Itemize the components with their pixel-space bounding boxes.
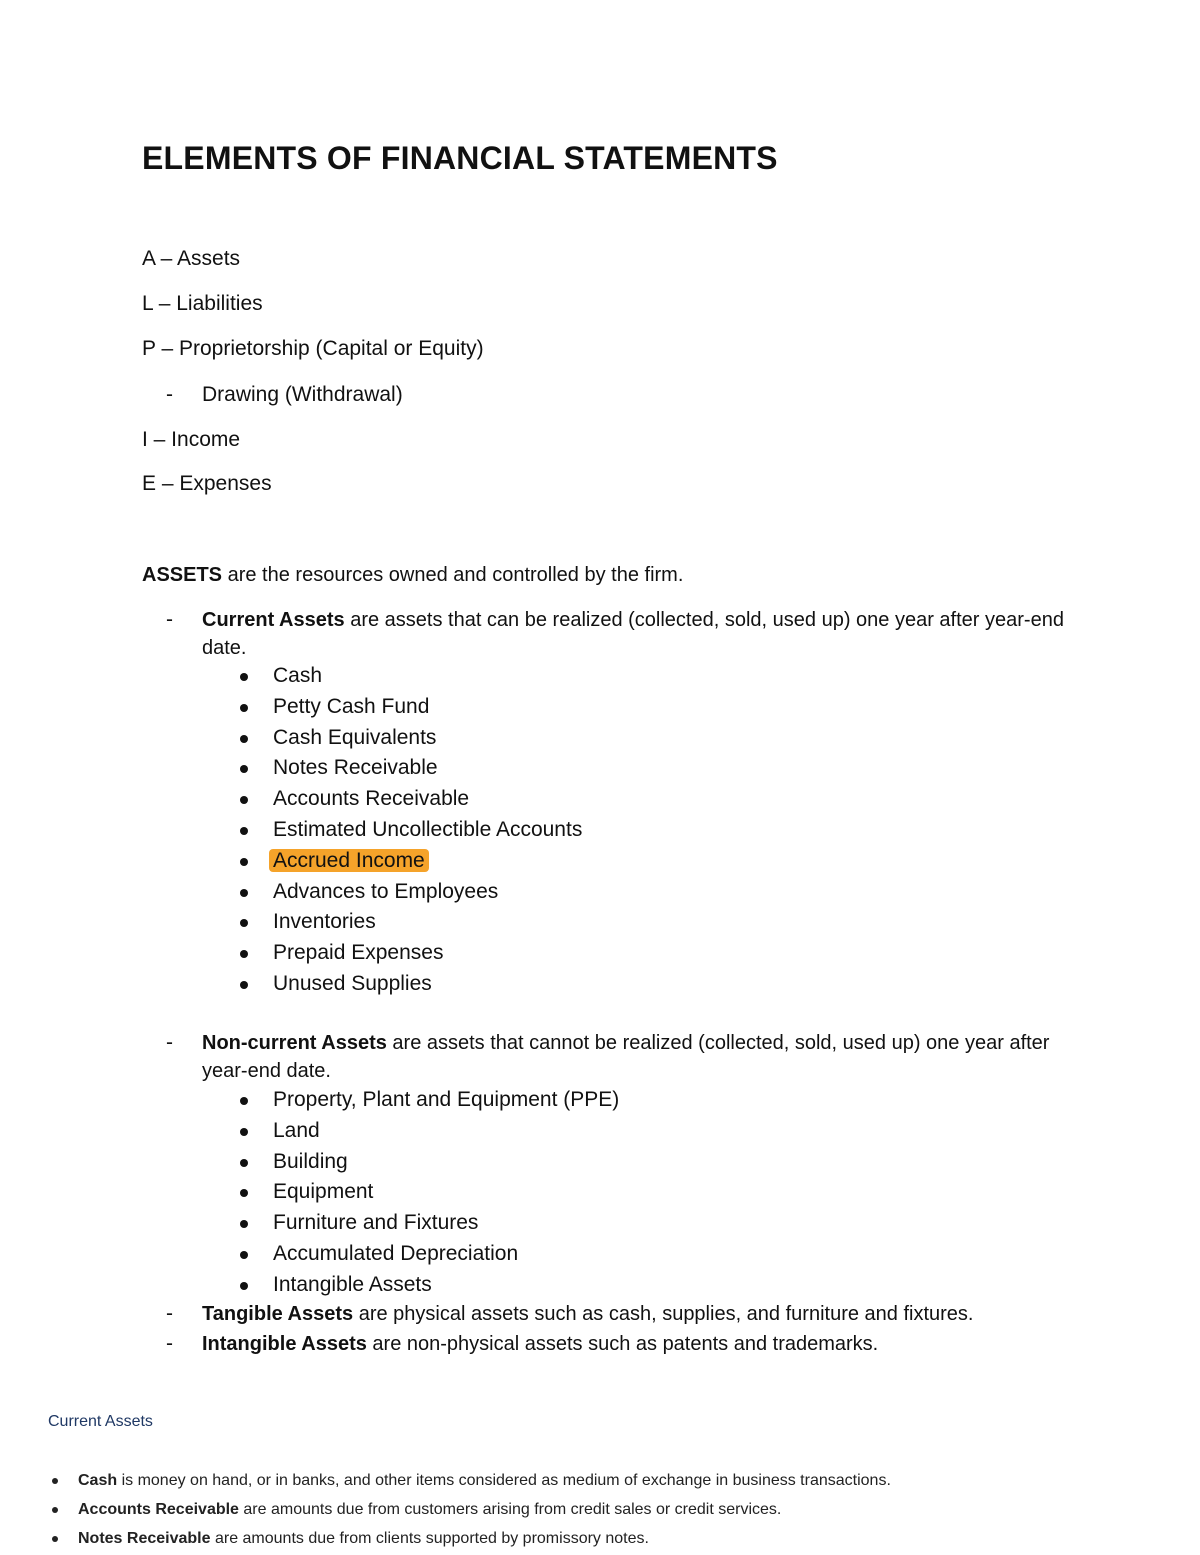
definition-text: are amounts due from customers arising from credit sales or credit services. [238,1501,782,1518]
definition-text: are amounts due from clients supported by promissory notes. [210,1530,649,1547]
list-item: Unused Supplies [240,969,582,1000]
current-assets-definition-text: are assets that can be realized (collected, sold, used up) one year after year-end date. [202,609,1064,659]
text-highlight: Accrued Income [269,849,429,872]
definition-term: Accounts Receivable [78,1501,239,1518]
list-item: Petty Cash Fund [240,692,582,723]
definition-item [48,1526,891,1555]
assets-definition [142,561,683,589]
list-item: Land [240,1116,619,1147]
dash-marker: - [166,608,173,631]
definition-text: is money on hand, or in banks, and other items considered as medium of exchange in business transactions. [117,1472,891,1489]
definition-item [48,1497,891,1526]
list-item: Cash [240,661,582,692]
noncurrent-assets-definition-text: are assets that cannot be realized (collected, sold, used up) one year after year-end date. [202,1032,1050,1082]
list-item: Cash Equivalents [240,723,582,754]
definitions-list [48,1468,891,1555]
assets-definition-text: are the resources owned and controlled by the firm. [222,564,684,586]
element-assets: A – Assets [142,247,241,270]
current-assets-list [240,661,582,1000]
list-item-highlighted [240,846,582,877]
list-item: Accumulated Depreciation [240,1239,619,1270]
definition-term: Cash [78,1472,118,1489]
noncurrent-assets-definition [202,1029,1092,1085]
list-item: Intangible Assets [240,1270,619,1301]
list-item: Notes Receivable [240,753,582,784]
list-item: Furniture and Fixtures [240,1208,619,1239]
element-liabilities: L – Liabilities [142,292,263,315]
list-item: Prepaid Expenses [240,938,582,969]
element-expenses: E – Expenses [142,472,272,495]
definition-item [48,1468,891,1497]
element-proprietorship: P – Proprietorship (Capital or Equity) [142,337,484,360]
dash-marker: - [166,1332,173,1355]
noncurrent-assets-term: Non-current Assets [202,1032,387,1054]
tangible-assets-term: Tangible Assets [202,1303,354,1325]
page-title: ELEMENTS OF FINANCIAL STATEMENTS [142,140,778,176]
list-item: Advances to Employees [240,877,582,908]
list-item: Building [240,1147,619,1178]
tangible-assets-definition [202,1300,973,1328]
element-drawing: Drawing (Withdrawal) [202,383,403,406]
list-item: Inventories [240,907,582,938]
section-heading: Current Assets [48,1413,153,1430]
list-item: Estimated Uncollectible Accounts [240,815,582,846]
noncurrent-assets-list [240,1085,619,1301]
current-assets-definition [202,606,1092,662]
dash-marker: - [166,1031,173,1054]
list-item: Equipment [240,1177,619,1208]
intangible-assets-definition [202,1330,878,1358]
intangible-assets-term: Intangible Assets [202,1333,367,1355]
dash-marker: - [166,383,173,406]
intangible-assets-definition-text: are non-physical assets such as patents and trademarks. [366,1333,879,1355]
dash-marker: - [166,1302,173,1325]
tangible-assets-definition-text: are physical assets such as cash, supplies, and furniture and fixtures. [353,1303,974,1325]
assets-term: ASSETS [142,564,223,586]
list-item: Accounts Receivable [240,784,582,815]
definition-term: Notes Receivable [78,1530,211,1547]
current-assets-term: Current Assets [202,609,345,631]
element-income: I – Income [142,428,241,451]
list-item: Property, Plant and Equipment (PPE) [240,1085,619,1116]
